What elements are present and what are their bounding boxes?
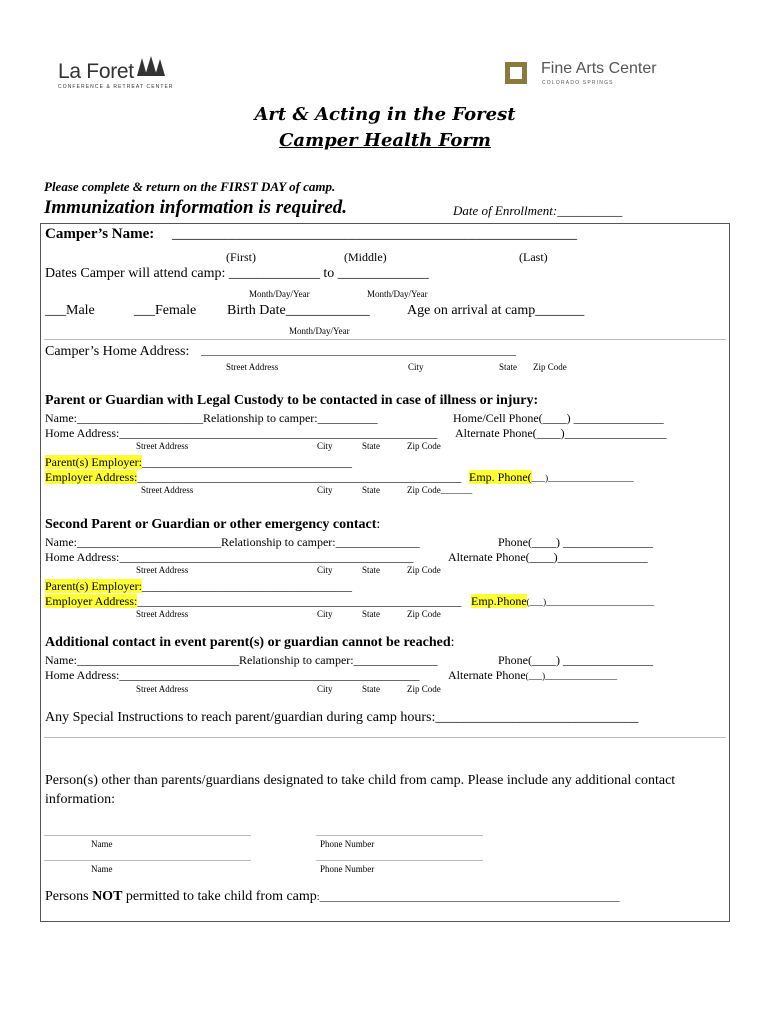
parent2-employer-field[interactable]: ___________________________________ xyxy=(141,579,352,593)
heading-colon: : xyxy=(450,635,455,650)
parent2-name-field[interactable]: Name:________________________Relationship to camper:______________ xyxy=(45,535,420,549)
zip-caption: Zip Code xyxy=(533,362,567,372)
la-foret-logo-sub: CONFERENCE & RETREAT CENTER xyxy=(58,84,174,90)
state-caption: State xyxy=(362,485,380,495)
additional-alt-phone-label: Alternate Phone xyxy=(448,668,526,682)
city-caption: City xyxy=(317,441,333,451)
date-format-caption: Month/Day/Year xyxy=(249,289,310,299)
pickup-phone-line[interactable] xyxy=(316,835,483,836)
parent1-employer-address-field[interactable]: ______________________________________________________ xyxy=(137,470,462,484)
zip-caption: Zip Code_______ xyxy=(407,485,473,495)
street-caption: Street Address xyxy=(136,565,189,575)
camper-name-field[interactable]: ______________________________________________________ xyxy=(172,226,577,242)
not-permitted-field[interactable]: :____________________________________________________________ xyxy=(316,892,620,903)
pickup-name-line[interactable] xyxy=(44,835,251,836)
phone-caption: Phone Number xyxy=(320,839,375,849)
date-format-caption: Month/Day/Year xyxy=(367,289,428,299)
street-caption: Street Address xyxy=(136,441,189,451)
divider xyxy=(44,737,726,738)
fine-arts-logo-name: Fine Arts Center xyxy=(541,60,657,77)
zip-caption: Zip Code xyxy=(407,565,441,575)
fine-arts-square-icon xyxy=(505,62,527,84)
dates-attend-field[interactable]: Dates Camper will attend camp: _____________ to _____________ xyxy=(45,266,429,281)
not-permitted-text-end: permitted to take child from camp xyxy=(122,889,317,904)
street-caption: Street Address xyxy=(226,362,279,372)
parent1-home-phone-field[interactable]: Home/Cell Phone(____) _______________ xyxy=(453,411,664,425)
la-foret-logo-name: La Foret xyxy=(58,60,134,83)
zip-caption: Zip Code xyxy=(407,441,441,451)
city-caption: City xyxy=(317,485,333,495)
male-checkbox[interactable]: ___Male xyxy=(45,303,95,318)
name-caption: Name xyxy=(91,864,113,874)
parent2-employer-address-field[interactable]: ______________________________________________________ xyxy=(137,594,462,608)
phone-caption: Phone Number xyxy=(320,864,375,874)
fine-arts-center-logo xyxy=(505,60,655,94)
parent2-home-address-field[interactable]: Home Address:_________________________________________________ xyxy=(45,550,414,564)
special-instructions-field[interactable]: Any Special Instructions to reach parent/guardian during camp hours:_____________________________ xyxy=(45,710,639,725)
state-caption: State xyxy=(362,684,380,694)
state-caption: State xyxy=(362,565,380,575)
additional-alt-phone-field[interactable]: (___)________________ xyxy=(525,671,618,681)
parent2-phone-field[interactable]: Phone(____) _______________ xyxy=(498,535,653,549)
additional-phone-field[interactable]: Phone(____) _______________ xyxy=(498,653,653,667)
additional-home-address-field[interactable]: Home Address:__________________________________________________ xyxy=(45,668,420,682)
parent-guardian-heading: Parent or Guardian with Legal Custody to be contacted in case of illness or injury: xyxy=(45,393,539,408)
birth-date-field[interactable]: Birth Date____________ xyxy=(227,303,370,318)
not-emphasis: NOT xyxy=(92,889,123,904)
parent2-employer-address-label: Employer Address: xyxy=(45,594,138,608)
parent1-home-address-field[interactable]: Home Address:_____________________________________________________ xyxy=(45,426,438,440)
not-permitted-text: Persons xyxy=(45,889,93,904)
divider xyxy=(44,339,726,340)
pine-trees-icon xyxy=(137,56,167,78)
home-address-label: Camper’s Home Address: xyxy=(45,344,190,359)
parent1-alt-phone-field[interactable]: Alternate Phone(____)_________________ xyxy=(455,426,667,440)
form-subtitle: Camper Health Form xyxy=(279,130,491,151)
date-format-caption: Month/Day/Year xyxy=(289,326,350,336)
parent1-employer-field[interactable]: ___________________________________ xyxy=(141,455,352,469)
designated-persons-text: Person(s) other than parents/guardians designated to take child from camp. Please include any additional contact information: xyxy=(45,773,676,807)
parent2-alt-phone-field[interactable]: Alternate Phone(____)_______________ xyxy=(448,550,648,564)
state-caption: State xyxy=(499,362,517,372)
street-caption: Street Address xyxy=(136,609,189,619)
instruction-text: Please complete & return on the FIRST DAY of camp. xyxy=(44,179,336,194)
state-caption: State xyxy=(362,609,380,619)
middle-name-caption: (Middle) xyxy=(344,250,387,264)
camper-name-label: Camper’s Name: xyxy=(45,226,155,242)
pickup-phone-line[interactable] xyxy=(316,860,483,861)
parent1-employer-label: Parent(s) Employer: xyxy=(45,455,142,469)
additional-name-field[interactable]: Name:___________________________Relationship to camper:______________ xyxy=(45,653,438,667)
second-parent-heading: Second Parent or Guardian or other emergency contact xyxy=(45,517,377,532)
zip-caption: Zip Code xyxy=(407,684,441,694)
city-caption: City xyxy=(317,609,333,619)
form-title: Art & Acting in the Forest xyxy=(254,104,516,125)
parent2-emp-phone-field[interactable]: (___)________________________ xyxy=(526,597,655,607)
street-caption: Street Address xyxy=(136,684,189,694)
age-on-arrival-field[interactable]: Age on arrival at camp_______ xyxy=(407,303,585,318)
city-caption: City xyxy=(317,565,333,575)
home-address-field[interactable]: _______________________________________________________________ xyxy=(201,346,516,357)
heading-colon: : xyxy=(376,517,381,532)
immunization-notice: Immunization information is required. xyxy=(44,197,348,218)
parent2-employer-label: Parent(s) Employer: xyxy=(45,579,142,593)
city-caption: City xyxy=(317,684,333,694)
pickup-name-line[interactable] xyxy=(44,860,251,861)
state-caption: State xyxy=(362,441,380,451)
date-of-enrollment-field[interactable]: Date of Enrollment:__________ xyxy=(453,203,623,218)
parent1-emp-phone-label: Emp. Phone( xyxy=(469,470,532,484)
name-caption: Name xyxy=(91,839,113,849)
parent1-employer-address-label: Employer Address: xyxy=(45,470,138,484)
city-caption: City xyxy=(408,362,424,372)
parent2-emp-phone-label: Emp.Phone xyxy=(471,594,527,608)
street-caption: Street Address xyxy=(141,485,194,495)
fine-arts-logo-sub: COLORADO SPRINGS xyxy=(542,80,614,86)
parent1-emp-phone-field[interactable]: ___)___________________ xyxy=(531,473,634,483)
zip-caption: Zip Code xyxy=(407,609,441,619)
female-checkbox[interactable]: ___Female xyxy=(134,303,197,318)
first-name-caption: (First) xyxy=(226,250,256,264)
parent1-name-field[interactable]: Name:_____________________Relationship to camper:__________ xyxy=(45,411,378,425)
la-foret-logo xyxy=(58,56,174,92)
last-name-caption: (Last) xyxy=(519,250,548,264)
additional-contact-heading: Additional contact in event parent(s) or guardian cannot be reached xyxy=(45,635,451,650)
